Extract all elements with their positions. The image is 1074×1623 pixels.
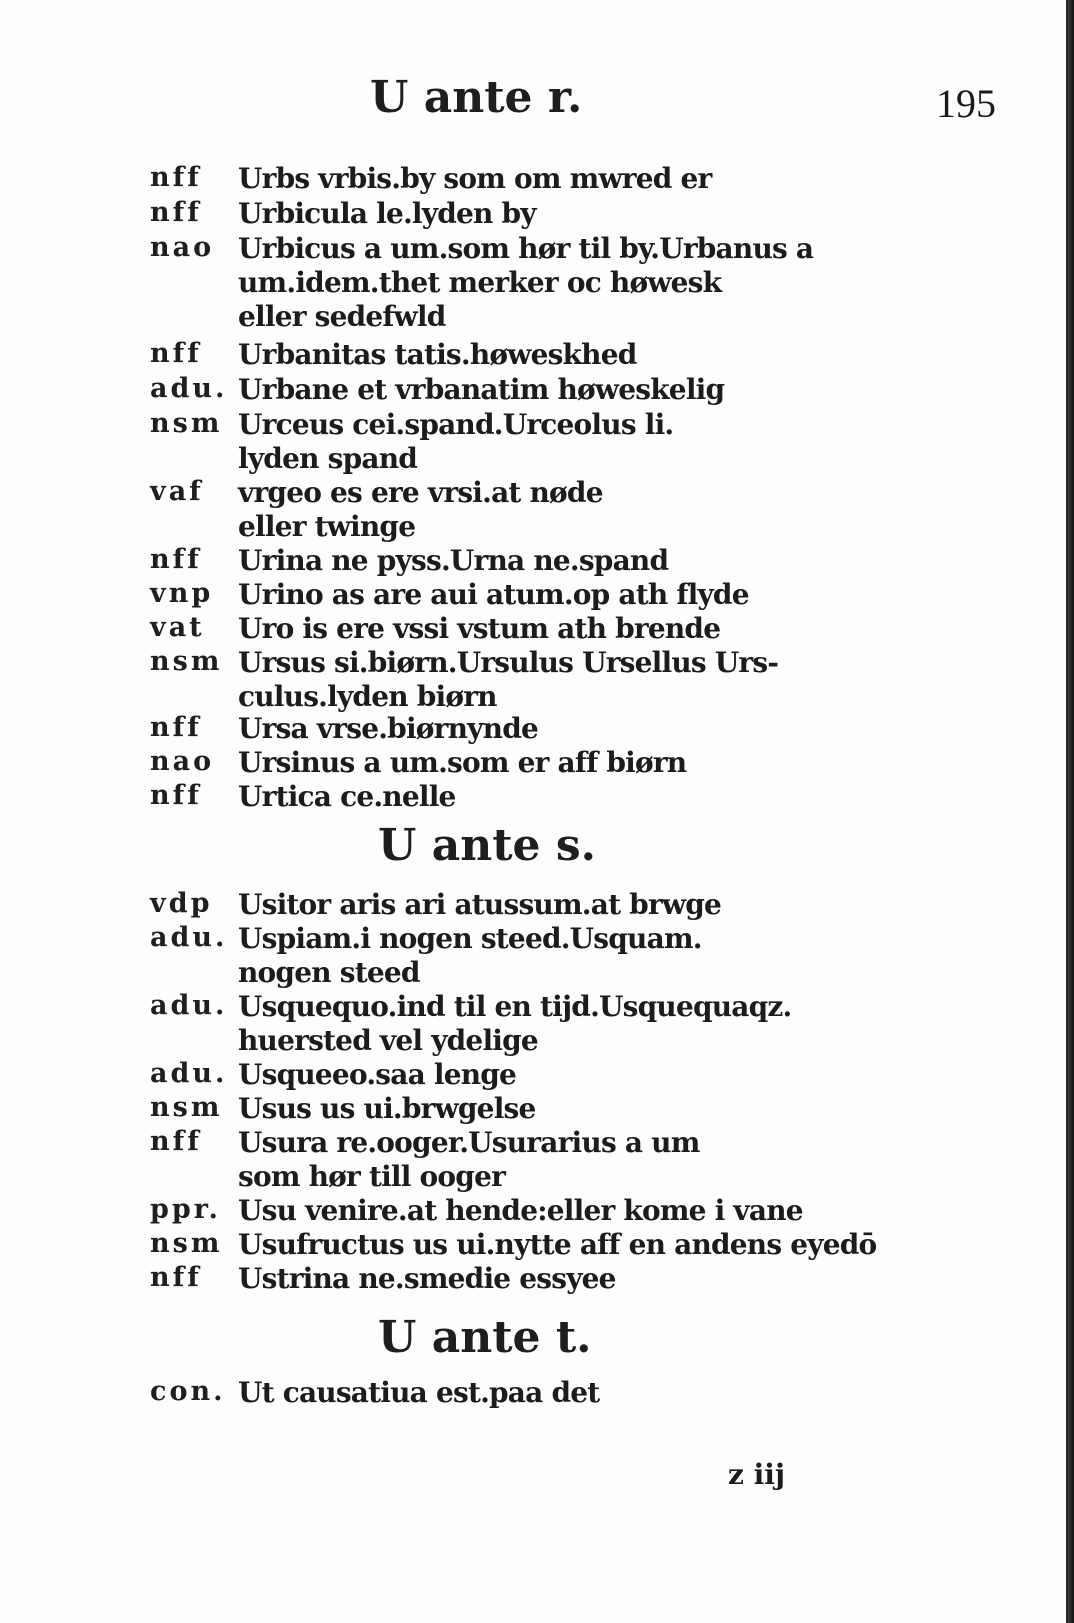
grammar-abbreviation: nsm [150, 408, 223, 439]
entry-text: Urbs vrbis.by som om mwred er [238, 162, 712, 195]
entry-text: vrgeo es ere vrsi.at nøde [238, 476, 603, 509]
grammar-abbreviation: nff [150, 338, 202, 369]
grammar-abbreviation: nsm [150, 1228, 223, 1259]
dictionary-entry [0, 646, 1074, 713]
grammar-abbreviation: con. [150, 1376, 226, 1407]
entry-text: Usufructus us ui.nytte aff en andens eyedō [238, 1228, 877, 1261]
dictionary-entry [0, 1194, 1074, 1230]
entry-text: Usitor aris ari atussum.at brwge [238, 888, 721, 921]
entry-text: Usura re.ooger.Usurarius a um [238, 1126, 700, 1159]
dictionary-entry [0, 888, 1074, 924]
dictionary-entry [0, 578, 1074, 614]
dictionary-entry [0, 780, 1074, 816]
dictionary-entry [0, 197, 1074, 233]
entry-text: Ut causatiua est.paa det [238, 1376, 600, 1409]
grammar-abbreviation: adu. [150, 922, 228, 953]
grammar-abbreviation: adu. [150, 1058, 228, 1089]
dictionary-entry [0, 1262, 1074, 1298]
dictionary-entry [0, 990, 1074, 1057]
entry-continuation: huersted vel ydelige [238, 1024, 538, 1057]
section-heading: U ante r. [370, 72, 583, 123]
grammar-abbreviation: nff [150, 712, 202, 743]
grammar-abbreviation: nao [150, 232, 215, 263]
entry-text: Urceus cei.spand.Urceolus li. [238, 408, 674, 441]
entry-text: Ursinus a um.som er aff biørn [238, 746, 687, 779]
dictionary-entry [0, 544, 1074, 580]
dictionary-entry [0, 162, 1074, 198]
section-heading: U ante t. [378, 1312, 592, 1363]
entry-text: Urbicula le.lyden by [238, 197, 536, 230]
entry-text: Ursus si.biørn.Ursulus Ursellus Urs- [238, 646, 779, 679]
entry-continuation: nogen steed [238, 956, 420, 989]
section-heading: U ante s. [378, 820, 596, 871]
dictionary-entry [0, 1228, 1074, 1264]
dictionary-entry [0, 232, 1074, 333]
grammar-abbreviation: nff [150, 1262, 202, 1293]
entry-text: Urino as are aui atum.op ath flyde [238, 578, 749, 611]
grammar-abbreviation: nsm [150, 1092, 223, 1123]
signature-mark: z iij [728, 1458, 786, 1491]
entry-continuation: culus.lyden biørn [238, 680, 497, 713]
entry-continuation: um.idem.thet merker oc høwesk [238, 266, 722, 299]
dictionary-entry [0, 476, 1074, 543]
entry-text: Urbane et vrbanatim høweskelig [238, 373, 725, 406]
grammar-abbreviation: nff [150, 780, 202, 811]
dictionary-entry [0, 408, 1074, 475]
page-number: 195 [936, 81, 996, 126]
entry-text: Uro is ere vssi vstum ath brende [238, 612, 721, 645]
dictionary-entry [0, 1092, 1074, 1128]
entry-text: Ustrina ne.smedie essyee [238, 1262, 616, 1295]
grammar-abbreviation: nao [150, 746, 215, 777]
entry-text: Ursa vrse.biørnynde [238, 712, 538, 745]
grammar-abbreviation: nff [150, 544, 202, 575]
entry-text: Uspiam.i nogen steed.Usquam. [238, 922, 702, 955]
entry-continuation: eller sedefwld [238, 300, 446, 333]
dictionary-entry [0, 612, 1074, 648]
grammar-abbreviation: ppr. [150, 1194, 221, 1225]
grammar-abbreviation: vnp [150, 578, 214, 609]
entry-continuation: eller twinge [238, 510, 416, 543]
dictionary-entry [0, 1376, 1074, 1412]
grammar-abbreviation: adu. [150, 990, 228, 1021]
grammar-abbreviation: adu. [150, 373, 228, 404]
entry-text: Urbicus a um.som hør til by.Urbanus a [238, 232, 814, 265]
dictionary-entry [0, 746, 1074, 782]
entry-text: Usquequo.ind til en tijd.Usquequaqz. [238, 990, 792, 1023]
entry-continuation: som hør till ooger [238, 1160, 506, 1193]
entry-text: Urbanitas tatis.høweskhed [238, 338, 637, 371]
dictionary-entry [0, 922, 1074, 989]
entry-text: Usqueeo.saa lenge [238, 1058, 517, 1091]
dictionary-entry [0, 338, 1074, 374]
entry-text: Urtica ce.nelle [238, 780, 456, 813]
dictionary-entry [0, 1126, 1074, 1193]
grammar-abbreviation: vat [150, 612, 205, 643]
grammar-abbreviation: nsm [150, 646, 223, 677]
grammar-abbreviation: nff [150, 1126, 202, 1157]
dictionary-entry [0, 373, 1074, 409]
entry-text: Usus us ui.brwgelse [238, 1092, 536, 1125]
grammar-abbreviation: vdp [150, 888, 213, 919]
grammar-abbreviation: nff [150, 197, 202, 228]
dictionary-entry [0, 1058, 1074, 1094]
entry-text: Urina ne pyss.Urna ne.spand [238, 544, 669, 577]
entry-text: Usu venire.at hende:eller kome i vane [238, 1194, 803, 1227]
grammar-abbreviation: vaf [150, 476, 204, 507]
grammar-abbreviation: nff [150, 162, 202, 193]
dictionary-entry [0, 712, 1074, 748]
entry-continuation: lyden spand [238, 442, 418, 475]
